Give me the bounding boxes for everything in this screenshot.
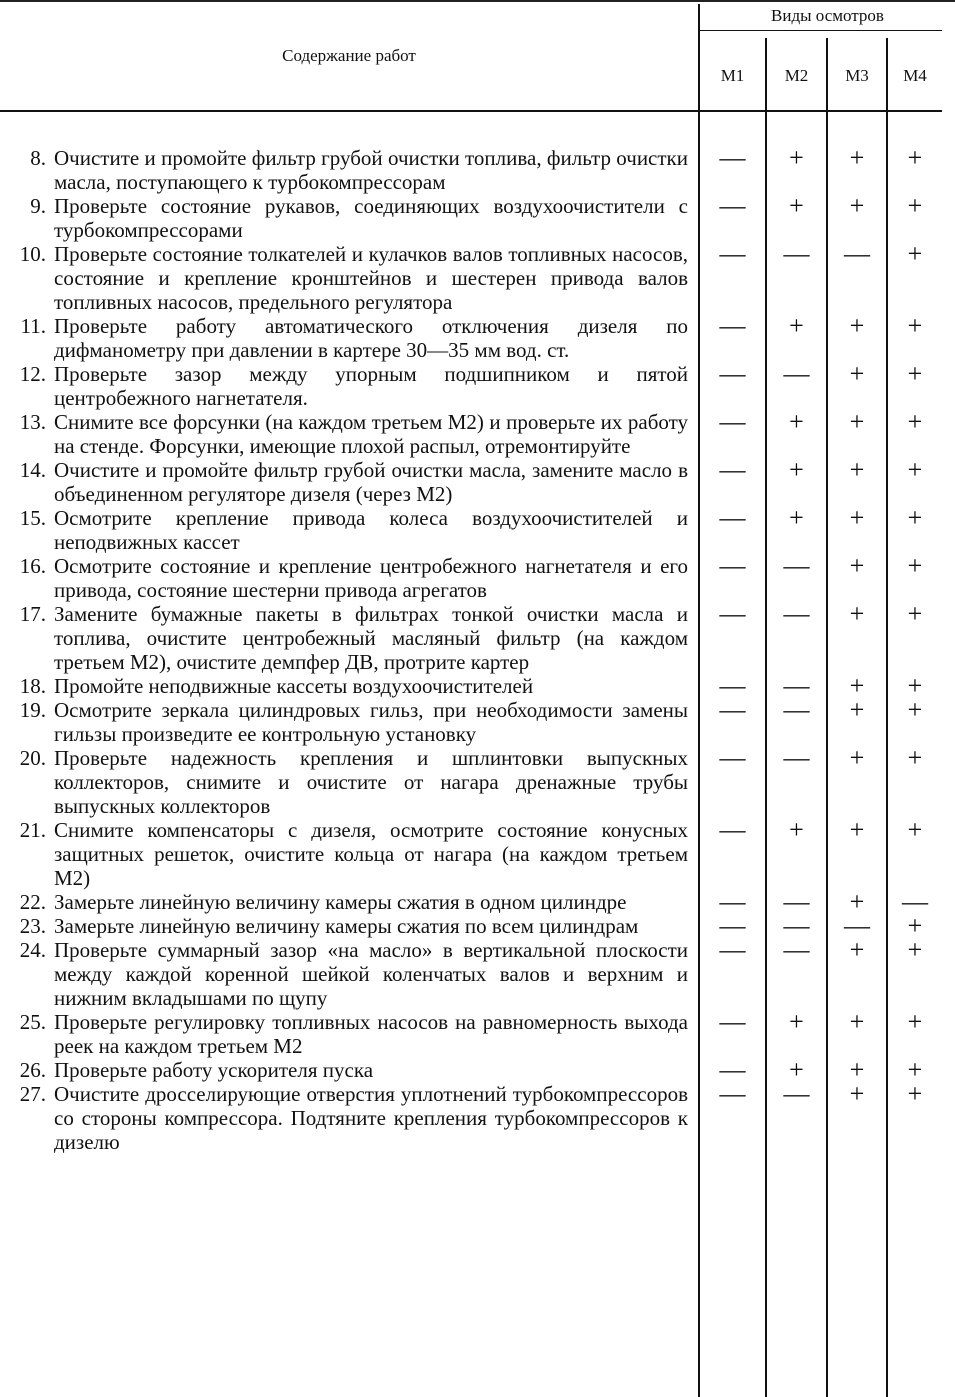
work-description: Снимите все форсунки (на каждом третьем М2) и проверьте их работу на стенде. Форсунки, имеющие плохой распыл, отремонтируйте	[54, 410, 688, 458]
item-number: 11.	[20, 314, 46, 338]
mark-m3: +	[849, 743, 865, 772]
mark-m2: —	[783, 1079, 810, 1108]
mark-m1: —	[719, 1007, 746, 1036]
mark-m1: —	[719, 599, 746, 628]
mark-m2: +	[789, 311, 804, 340]
work-description: Проверьте суммарный зазор «на масло» в вертикальной плоскости между каждой коренной шейкой коленчатых валов и верхним и нижним вкладышами по щупу	[54, 938, 688, 1010]
item-number: 22.	[19, 890, 46, 914]
table-row	[0, 359, 955, 410]
work-description: Проверьте работу автоматического отключения дизеля по дифманометру при давлении в картере 30—35 мм вод. ст.	[54, 314, 688, 362]
item-number: 8.	[30, 146, 46, 170]
table-row	[0, 815, 955, 890]
work-description: Замерьте линейную величину камеры сжатия по всем цилиндрам	[54, 914, 639, 938]
item-number: 10.	[19, 242, 46, 266]
work-description: Проверьте состояние рукавов, соединяющих воздухоочистители с турбокомпрессорами	[54, 194, 688, 242]
mark-m4: +	[907, 935, 923, 964]
work-description: Осмотрите крепление привода колеса воздухоочистителей и неподвижных кассет	[54, 506, 688, 554]
table-row	[0, 695, 955, 746]
mark-m2: +	[789, 143, 804, 172]
item-number: 15.	[19, 506, 46, 530]
column-header-m1: М1	[720, 66, 745, 85]
item-number: 13.	[19, 410, 46, 434]
column-header-m4: М4	[903, 66, 927, 85]
item-number: 19.	[19, 698, 46, 722]
mark-m3: +	[849, 551, 865, 580]
work-description: Промойте неподвижные кассеты воздухоочистителей	[54, 674, 534, 698]
item-number: 18.	[19, 674, 46, 698]
mark-m4: +	[907, 599, 923, 628]
work-description: Проверьте регулировку топливных насосов на равномерность выхода реек на каждом третьем М2	[54, 1010, 688, 1058]
column-header-m3: М3	[845, 66, 869, 85]
mark-m4: +	[907, 503, 923, 532]
mark-m1: —	[719, 815, 746, 844]
item-number: 12.	[19, 362, 46, 386]
header-bottom-rule	[0, 110, 942, 112]
mark-m4: +	[907, 1055, 923, 1084]
mark-m3: +	[849, 191, 865, 220]
mark-m4: +	[907, 191, 923, 220]
mark-m4: +	[907, 239, 923, 268]
mark-m3: +	[849, 455, 865, 484]
mark-m4: +	[907, 359, 923, 388]
mark-m2: +	[789, 407, 804, 436]
mark-m2: +	[789, 815, 804, 844]
mark-m1: —	[719, 407, 746, 436]
item-number: 20.	[19, 746, 46, 770]
mark-m1: —	[719, 1055, 746, 1084]
mark-m2: —	[783, 359, 810, 388]
mark-m4: +	[907, 143, 923, 172]
work-description: Очистите и промойте фильтр грубой очистки масла, замените масло в объединенном регуляторе дизеля (через М2)	[54, 458, 688, 506]
mark-m2: —	[783, 887, 810, 916]
item-number: 14.	[19, 458, 46, 482]
mark-m2: +	[789, 503, 804, 532]
table-row	[0, 455, 955, 506]
table-row	[0, 935, 955, 1010]
mark-m2: —	[783, 935, 810, 964]
table-row	[0, 743, 955, 818]
table-row	[0, 671, 955, 700]
table-body	[0, 143, 955, 1154]
work-description: Проверьте работу ускорителя пуска	[54, 1058, 374, 1082]
mark-m3: —	[844, 239, 870, 268]
mark-m2: +	[789, 455, 804, 484]
mark-m1: —	[719, 887, 746, 916]
item-number: 23.	[19, 914, 46, 938]
mark-m4: +	[907, 671, 923, 700]
mark-m3: +	[849, 1007, 865, 1036]
mark-m4: +	[907, 551, 923, 580]
table-row	[0, 599, 955, 674]
mark-m4: +	[907, 1007, 923, 1036]
mark-m3: +	[849, 1055, 865, 1084]
mark-m2: —	[783, 743, 810, 772]
table-row	[0, 1007, 955, 1058]
top-rule	[0, 0, 955, 2]
table-row	[0, 143, 955, 194]
mark-m2: —	[783, 695, 810, 724]
item-number: 27.	[19, 1082, 46, 1106]
mark-m3: +	[849, 887, 865, 916]
table-row	[0, 1055, 955, 1084]
header-subdivider	[700, 30, 942, 31]
work-description: Проверьте состояние толкателей и кулачков валов топливных насосов, состояние и крепление кронштейнов и шестерен привода валов топливных насосов, предельного регулятора	[54, 242, 688, 314]
table-row	[0, 551, 955, 602]
item-number: 17.	[19, 602, 46, 626]
work-description: Осмотрите зеркала цилиндровых гильз, при необходимости замены гильзы произведите ее контрольную установку	[54, 698, 688, 746]
item-number: 16.	[19, 554, 46, 578]
mark-m2: —	[783, 551, 810, 580]
mark-m3: +	[849, 407, 865, 436]
mark-m3: +	[849, 671, 865, 700]
mark-m2: +	[789, 1007, 804, 1036]
item-number: 21.	[19, 818, 46, 842]
item-number: 9.	[30, 194, 46, 218]
work-description: Замерьте линейную величину камеры сжатия в одном цилиндре	[54, 890, 627, 914]
mark-m4: +	[907, 815, 923, 844]
table-row	[0, 311, 955, 362]
table-row	[0, 191, 955, 242]
mark-m3: +	[849, 599, 865, 628]
table-row	[0, 503, 955, 554]
mark-m3: +	[849, 503, 865, 532]
table-row	[0, 407, 955, 458]
mark-m3: +	[849, 935, 865, 964]
table-row	[0, 1079, 955, 1154]
mark-m3: +	[849, 359, 865, 388]
mark-m2: +	[789, 191, 804, 220]
mark-m1: —	[719, 695, 746, 724]
work-description: Проверьте надежность крепления и шплинтовки выпускных коллекторов, снимите и очистите от нагара дренажные трубы выпускных коллекторов	[54, 746, 688, 818]
mark-m2: —	[783, 911, 810, 940]
item-number: 24.	[19, 938, 46, 962]
mark-m1: —	[719, 911, 746, 940]
item-number: 26.	[19, 1058, 46, 1082]
mark-m1: —	[719, 503, 746, 532]
mark-m3: +	[849, 143, 865, 172]
mark-m4: +	[907, 311, 923, 340]
mark-m1: —	[719, 191, 746, 220]
mark-m1: —	[719, 671, 746, 700]
mark-m1: —	[719, 239, 746, 268]
mark-m1: —	[719, 551, 746, 580]
work-description: Осмотрите состояние и крепление центробежного нагнетателя и его привода, состояние шестерни привода агрегатов	[54, 554, 688, 602]
mark-m1: —	[719, 935, 746, 964]
work-description: Проверьте зазор между упорным подшипником и пятой центробежного нагнетателя.	[54, 362, 688, 410]
mark-m4: +	[907, 695, 923, 724]
mark-m3: +	[849, 1079, 865, 1108]
mark-m1: —	[719, 359, 746, 388]
table-row	[0, 887, 955, 916]
mark-m4: +	[907, 743, 923, 772]
mark-m3: +	[849, 311, 865, 340]
column-header-m2: М2	[784, 66, 809, 85]
mark-m1: —	[719, 455, 746, 484]
work-description: Очистите дросселирующие отверстия уплотнений турбокомпрессоров со стороны компрессора. Подтяните крепления турбокомпрессоров к дизелю	[54, 1082, 688, 1154]
work-description: Замените бумажные пакеты в фильтрах тонкой очистки масла и топлива, очистите центробежный масляный фильтр (на каждом третьем М2), очистите демпфер ДВ, протрите картер	[54, 602, 688, 674]
mark-m1: —	[719, 1079, 746, 1108]
mark-m3: +	[849, 695, 865, 724]
mark-m4: +	[907, 1079, 923, 1108]
work-description: Снимите компенсаторы с дизеля, осмотрите состояние конусных защитных решеток, очистите кольца от нагара (на каждом третьем М2)	[54, 818, 688, 890]
mark-m3: +	[849, 815, 865, 844]
mark-m2: —	[783, 239, 810, 268]
item-number: 25.	[19, 1010, 46, 1034]
inspection-types-header: Виды осмотров	[771, 6, 884, 25]
mark-m4: +	[907, 911, 923, 940]
mark-m4: +	[907, 455, 923, 484]
work-description: Очистите и промойте фильтр грубой очистки топлива, фильтр очистки масла, поступающего к турбокомпрессорам	[54, 146, 688, 194]
table-row	[0, 239, 955, 314]
mark-m1: —	[719, 743, 746, 772]
mark-m2: +	[789, 1055, 804, 1084]
mark-m3: —	[844, 911, 870, 940]
table-row	[0, 911, 955, 940]
mark-m2: —	[783, 671, 810, 700]
mark-m4: +	[907, 407, 923, 436]
mark-m1: —	[719, 311, 746, 340]
mark-m2: —	[783, 599, 810, 628]
content-column-header: Содержание работ	[282, 46, 416, 65]
mark-m4: —	[902, 887, 928, 916]
mark-m1: —	[719, 143, 746, 172]
